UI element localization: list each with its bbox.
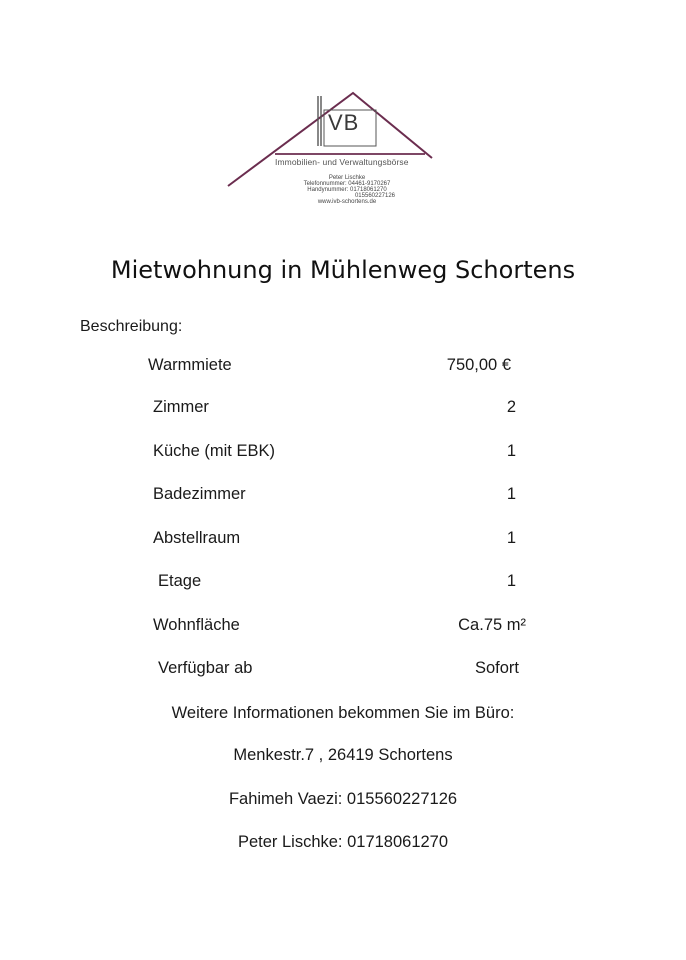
detail-label: Etage — [158, 572, 202, 590]
page-title: Mietwohnung in Mühlenweg Schortens — [110, 256, 576, 284]
detail-value: 1 — [506, 485, 516, 503]
logo-contact-name: Peter Lischke — [328, 175, 366, 181]
detail-row-zimmer — [0, 398, 686, 422]
detail-row-wohnflaeche — [0, 616, 686, 640]
detail-label: Küche (mit EBK) — [153, 442, 275, 460]
detail-row-etage — [0, 572, 686, 596]
info-heading: Weitere Informationen bekommen Sie im Büro: — [171, 704, 515, 722]
office-address: Menkestr.7 , 26419 Schortens — [233, 746, 453, 764]
detail-value: Ca.75 m² — [458, 616, 526, 634]
detail-value: 750,00 € — [446, 356, 511, 374]
detail-value: 1 — [506, 529, 516, 547]
detail-row-warmmiete — [0, 356, 686, 380]
detail-value: 2 — [506, 398, 516, 416]
detail-label: Verfügbar ab — [158, 659, 253, 677]
detail-row-verfuegbar — [0, 659, 686, 683]
detail-label: Zimmer — [153, 398, 209, 416]
logo-tagline: Immobilien- und Verwaltungsbörse — [275, 157, 409, 167]
detail-label: Abstellraum — [153, 529, 241, 547]
detail-value: 1 — [506, 572, 516, 590]
detail-label: Badezimmer — [153, 485, 246, 503]
detail-label: Wohnfläche — [153, 616, 240, 634]
detail-value: Sofort — [474, 659, 519, 677]
detail-row-badezimmer — [0, 485, 686, 509]
detail-row-kueche — [0, 442, 686, 466]
contact-lischke: Peter Lischke: 01718061270 — [237, 833, 449, 851]
logo-phone: Telefonnummer: 04461-9170267 — [303, 181, 391, 187]
company-logo — [220, 88, 450, 213]
logo-brand: VB — [328, 110, 360, 135]
logo-website: www.ivb-schortens.de — [317, 199, 377, 205]
detail-label: Warmmiete — [148, 356, 232, 374]
detail-value: 1 — [506, 442, 516, 460]
description-label: Beschreibung: — [80, 318, 183, 335]
logo-mobile: Handynummer: 01718061270 — [307, 187, 387, 193]
logo-mobile-2: 015560227126 — [354, 193, 396, 199]
detail-row-abstellraum — [0, 529, 686, 553]
contact-vaezi: Fahimeh Vaezi: 015560227126 — [228, 790, 458, 808]
